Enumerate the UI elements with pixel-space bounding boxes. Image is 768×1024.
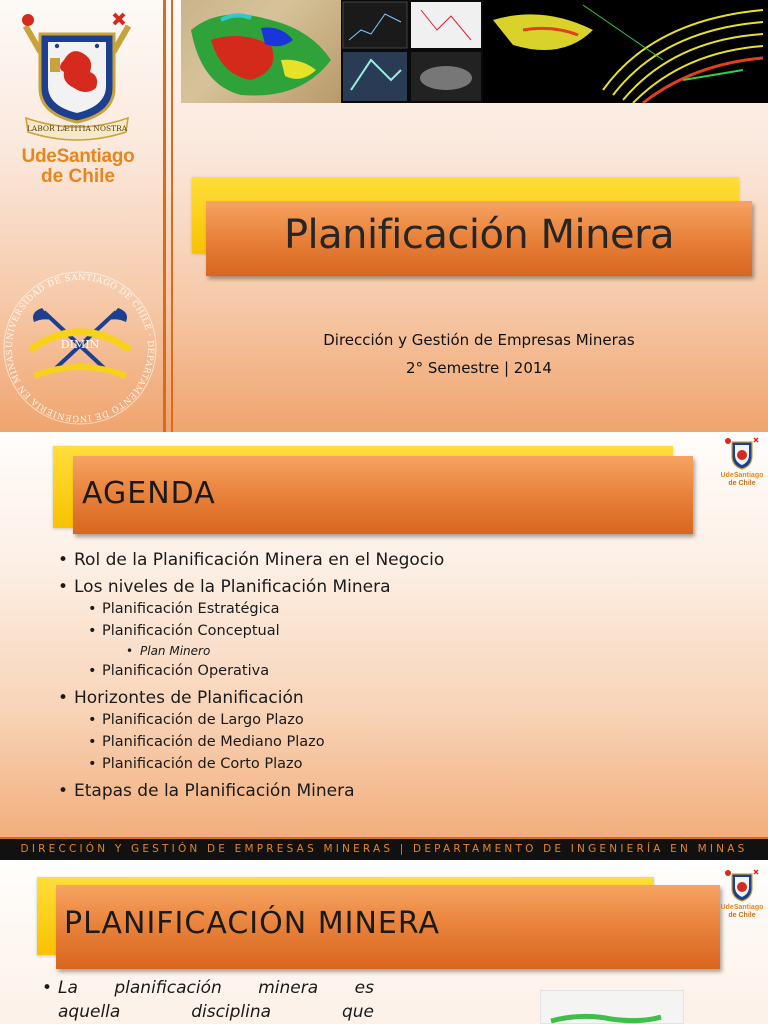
title-slide: [0, 0, 768, 432]
list-item: • Planificación Operativa: [88, 660, 444, 682]
mine-design-image: [483, 0, 768, 103]
agenda-list: [58, 544, 444, 802]
list-item: • Planificación Estratégica: [88, 598, 444, 620]
university-name-small: UdeSantiago de Chile: [720, 904, 764, 919]
usach-crest-logo: [724, 436, 760, 472]
university-name-small: UdeSantiago de Chile: [720, 472, 764, 487]
university-name: UdeSantiago: [21, 146, 135, 167]
agenda-heading: AGENDA: [82, 476, 216, 511]
list-item: • Rol de la Planificación Minera en el Negocio: [58, 549, 444, 571]
svg-text:UNIVERSIDAD DE SANTIAGO DE CHI: UNIVERSIDAD DE SANTIAGO DE CHILE · DEPARTAMENTO DE INGENIERÍA EN MINAS: [4, 272, 156, 424]
usach-crest-logo: [724, 868, 760, 904]
section-heading: PLANIFICACIÓN MINERA: [64, 906, 441, 941]
slide-footer: DIRECCIÓN Y GESTIÓN DE EMPRESAS MINERAS | DEPARTAMENTO DE INGENIERÍA EN MINAS: [0, 837, 768, 860]
list-item: • Horizontes de Planificación: [58, 687, 444, 709]
list-item: • Los niveles de la Planificación Minera: [58, 576, 444, 598]
header-image-strip: [181, 0, 768, 103]
divider-line: [163, 0, 166, 432]
course-name: Dirección y Gestión de Empresas Mineras: [323, 331, 635, 349]
list-item: • Planificación de Largo Plazo: [88, 709, 444, 731]
divider-line: [171, 0, 173, 432]
list-item: • Etapas de la Planificación Minera: [58, 780, 444, 802]
presentation-title: Planificación Minera: [283, 212, 675, 258]
semester-label: 2° Semestre | 2014: [406, 359, 552, 377]
dimin-logo: [0, 268, 160, 428]
university-name-suffix: de Chile: [41, 166, 115, 187]
usach-crest-logo: [22, 10, 132, 146]
list-item: • Plan Minero: [126, 642, 444, 660]
open-pit-model-image: [181, 0, 341, 103]
list-item: • Planificación de Mediano Plazo: [88, 731, 444, 753]
list-item: • Planificación Conceptual: [88, 620, 444, 642]
svg-text:LABOR LÆTITIA NOSTRA: LABOR LÆTITIA NOSTRA: [26, 124, 128, 133]
svg-text:DIMIN: DIMIN: [60, 338, 100, 351]
list-item: • Planificación de Corto Plazo: [88, 753, 444, 775]
mine-map-image: [540, 990, 684, 1024]
software-screenshots-image: [341, 0, 483, 103]
definition-text: • La planificación minera es aquella disciplina que: [42, 978, 374, 1022]
